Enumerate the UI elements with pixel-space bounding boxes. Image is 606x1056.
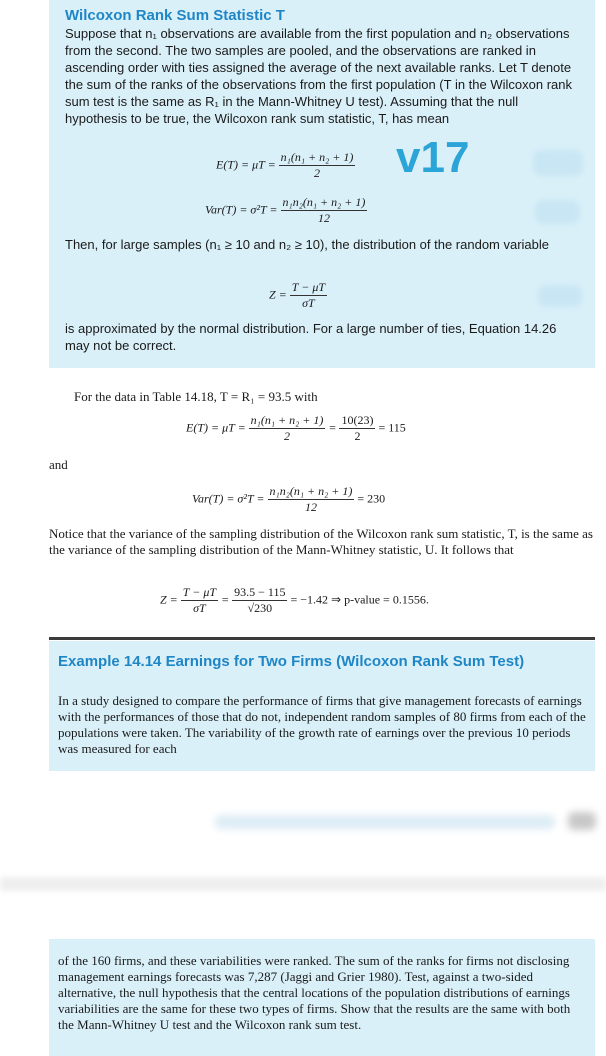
and-text: and bbox=[49, 457, 68, 472]
blurred-page-number bbox=[568, 812, 596, 830]
worked-variance-numerator: n₁n₂(n₁ + n₂ + 1) bbox=[269, 484, 353, 498]
z-calc-denominator: σT bbox=[193, 601, 206, 615]
z-calc-numerator: T − μT bbox=[182, 585, 217, 599]
mean-denominator: 2 bbox=[314, 166, 321, 180]
z-calc-denominator-2: √230 bbox=[247, 601, 273, 615]
worked-variance-denominator: 12 bbox=[304, 500, 317, 514]
mean-equation-lhs: E(T) = μT = bbox=[216, 157, 276, 172]
z-calc-fraction bbox=[181, 585, 218, 616]
example-box bbox=[49, 641, 595, 771]
example-title: Example 14.14 Earnings for Two Firms (Wilcoxon Rank Sum Test) bbox=[58, 653, 525, 670]
definition-box bbox=[49, 0, 595, 368]
blurred-margin-note bbox=[538, 285, 582, 307]
blurred-margin-note bbox=[535, 200, 580, 224]
variance-numerator: n₁n₂(n₁ + n₂ + 1) bbox=[282, 195, 366, 209]
variance-denominator: 12 bbox=[317, 211, 330, 225]
section-rule bbox=[49, 637, 595, 640]
definition-title: Wilcoxon Rank Sum Statistic T bbox=[65, 7, 285, 24]
z-calc-equation: Z = $\frac{T - \mu T}{\sigma T}$ = $\frac{93.5 - 115}{√230}$ = −1.42 ⇒ p-value = 0.1556. bbox=[160, 585, 429, 615]
mean-equation bbox=[216, 150, 355, 181]
z-equation bbox=[269, 280, 327, 311]
z-calc-numerator-2: 93.5 − 115 bbox=[234, 585, 286, 599]
z-calc-fraction-2 bbox=[232, 585, 287, 616]
blurred-footer bbox=[215, 815, 555, 829]
variance-fraction bbox=[281, 195, 368, 226]
worked-mean-fraction-2 bbox=[339, 413, 375, 444]
worked-mean-denominator: 2 bbox=[284, 429, 291, 443]
z-numerator: T − μT bbox=[291, 280, 326, 294]
worked-mean-numerator: n₁(n₁ + n₂ + 1) bbox=[250, 413, 324, 427]
z-equation-lhs: Z = bbox=[269, 287, 287, 302]
notice-paragraph: Notice that the variance of the sampling distribution of the Wilcoxon rank sum statistic, T, is the same as the variance of the sampling distribution of the Mann-Whitney statistic, U. It follows that bbox=[49, 526, 593, 557]
worked-example-intro: For the data in Table 14.18, T = R₁ = 93.5 with bbox=[74, 389, 318, 404]
z-calc-lhs: Z = bbox=[160, 592, 178, 607]
page-break-strip bbox=[0, 877, 606, 891]
example-continuation: of the 160 firms, and these variabilities were ranked. The sum of the ranks for firms not disclosing management earnings forecasts was 7,287 (Jaggi and Grier 1980). Test, against a two-sided alternative, the null hypothesis that the central locations of the population distributions of earnings variabilities are the same for these two types of firms. Show that the results are the same with both the Mann-Whitney U test and the Wilcoxon rank sum test. bbox=[58, 953, 571, 1032]
z-denominator: σT bbox=[302, 296, 315, 310]
variance-equation-lhs: Var(T) = σ²T = bbox=[205, 202, 278, 217]
mean-numerator: n₁(n₁ + n₂ + 1) bbox=[280, 150, 354, 164]
worked-mean-result: = 115 bbox=[378, 420, 406, 435]
definition-paragraph: Suppose that n₁ observations are available from the first population and n₂ observations from the second. The two samples are pooled, and the observations are ranked in ascending order with ties assigned the average of the next available ranks. Let T denote the sum of the ranks of the observations from the first population (T in the Wilcoxon rank sum test is the same as R₁ in the Mann-Whitney U test). Assuming that the null hypothesis to be true, the Wilcoxon rank sum statistic, T, has mean bbox=[65, 26, 573, 126]
worked-variance-lhs: Var(T) = σ²T = bbox=[192, 491, 265, 506]
closing-text: is approximated by the normal distribution. For a large number of ties, Equation 14.26 may not be correct. bbox=[65, 321, 557, 353]
worked-variance-fraction bbox=[268, 484, 355, 515]
watermark: v17 bbox=[396, 133, 470, 182]
example-continuation-box bbox=[49, 939, 595, 1056]
blurred-margin-note bbox=[533, 150, 583, 176]
worked-variance-result: = 230 bbox=[357, 491, 386, 506]
worked-mean-numerator-2: 10(23) bbox=[341, 413, 374, 427]
example-paragraph: In a study designed to compare the performance of firms that give management forecasts of earnings with the performances of those that do not, independent random samples of 80 firms from each of the populations were taken. The variability of the growth rate of earnings over the previous 10 periods was measured for each bbox=[58, 693, 586, 756]
z-calc-result: = −1.42 ⇒ p-value = 0.1556. bbox=[290, 592, 429, 607]
large-sample-text: Then, for large samples (n₁ ≥ 10 and n₂ ≥ 10), the distribution of the random variable bbox=[65, 237, 550, 252]
z-fraction bbox=[290, 280, 327, 311]
worked-mean-denominator-2: 2 bbox=[354, 429, 361, 443]
worked-mean-fraction bbox=[249, 413, 326, 444]
worked-variance-equation bbox=[192, 484, 385, 515]
worked-mean-equation: E(T) = μT = $\frac{\text{n₁(n₁ + n₂ + 1)}}{2}$ = $\frac{10(23)}{2}$ = 115 bbox=[186, 413, 406, 443]
mean-fraction bbox=[279, 150, 356, 181]
worked-mean-lhs: E(T) = μT = bbox=[186, 420, 246, 435]
variance-equation bbox=[205, 195, 367, 226]
